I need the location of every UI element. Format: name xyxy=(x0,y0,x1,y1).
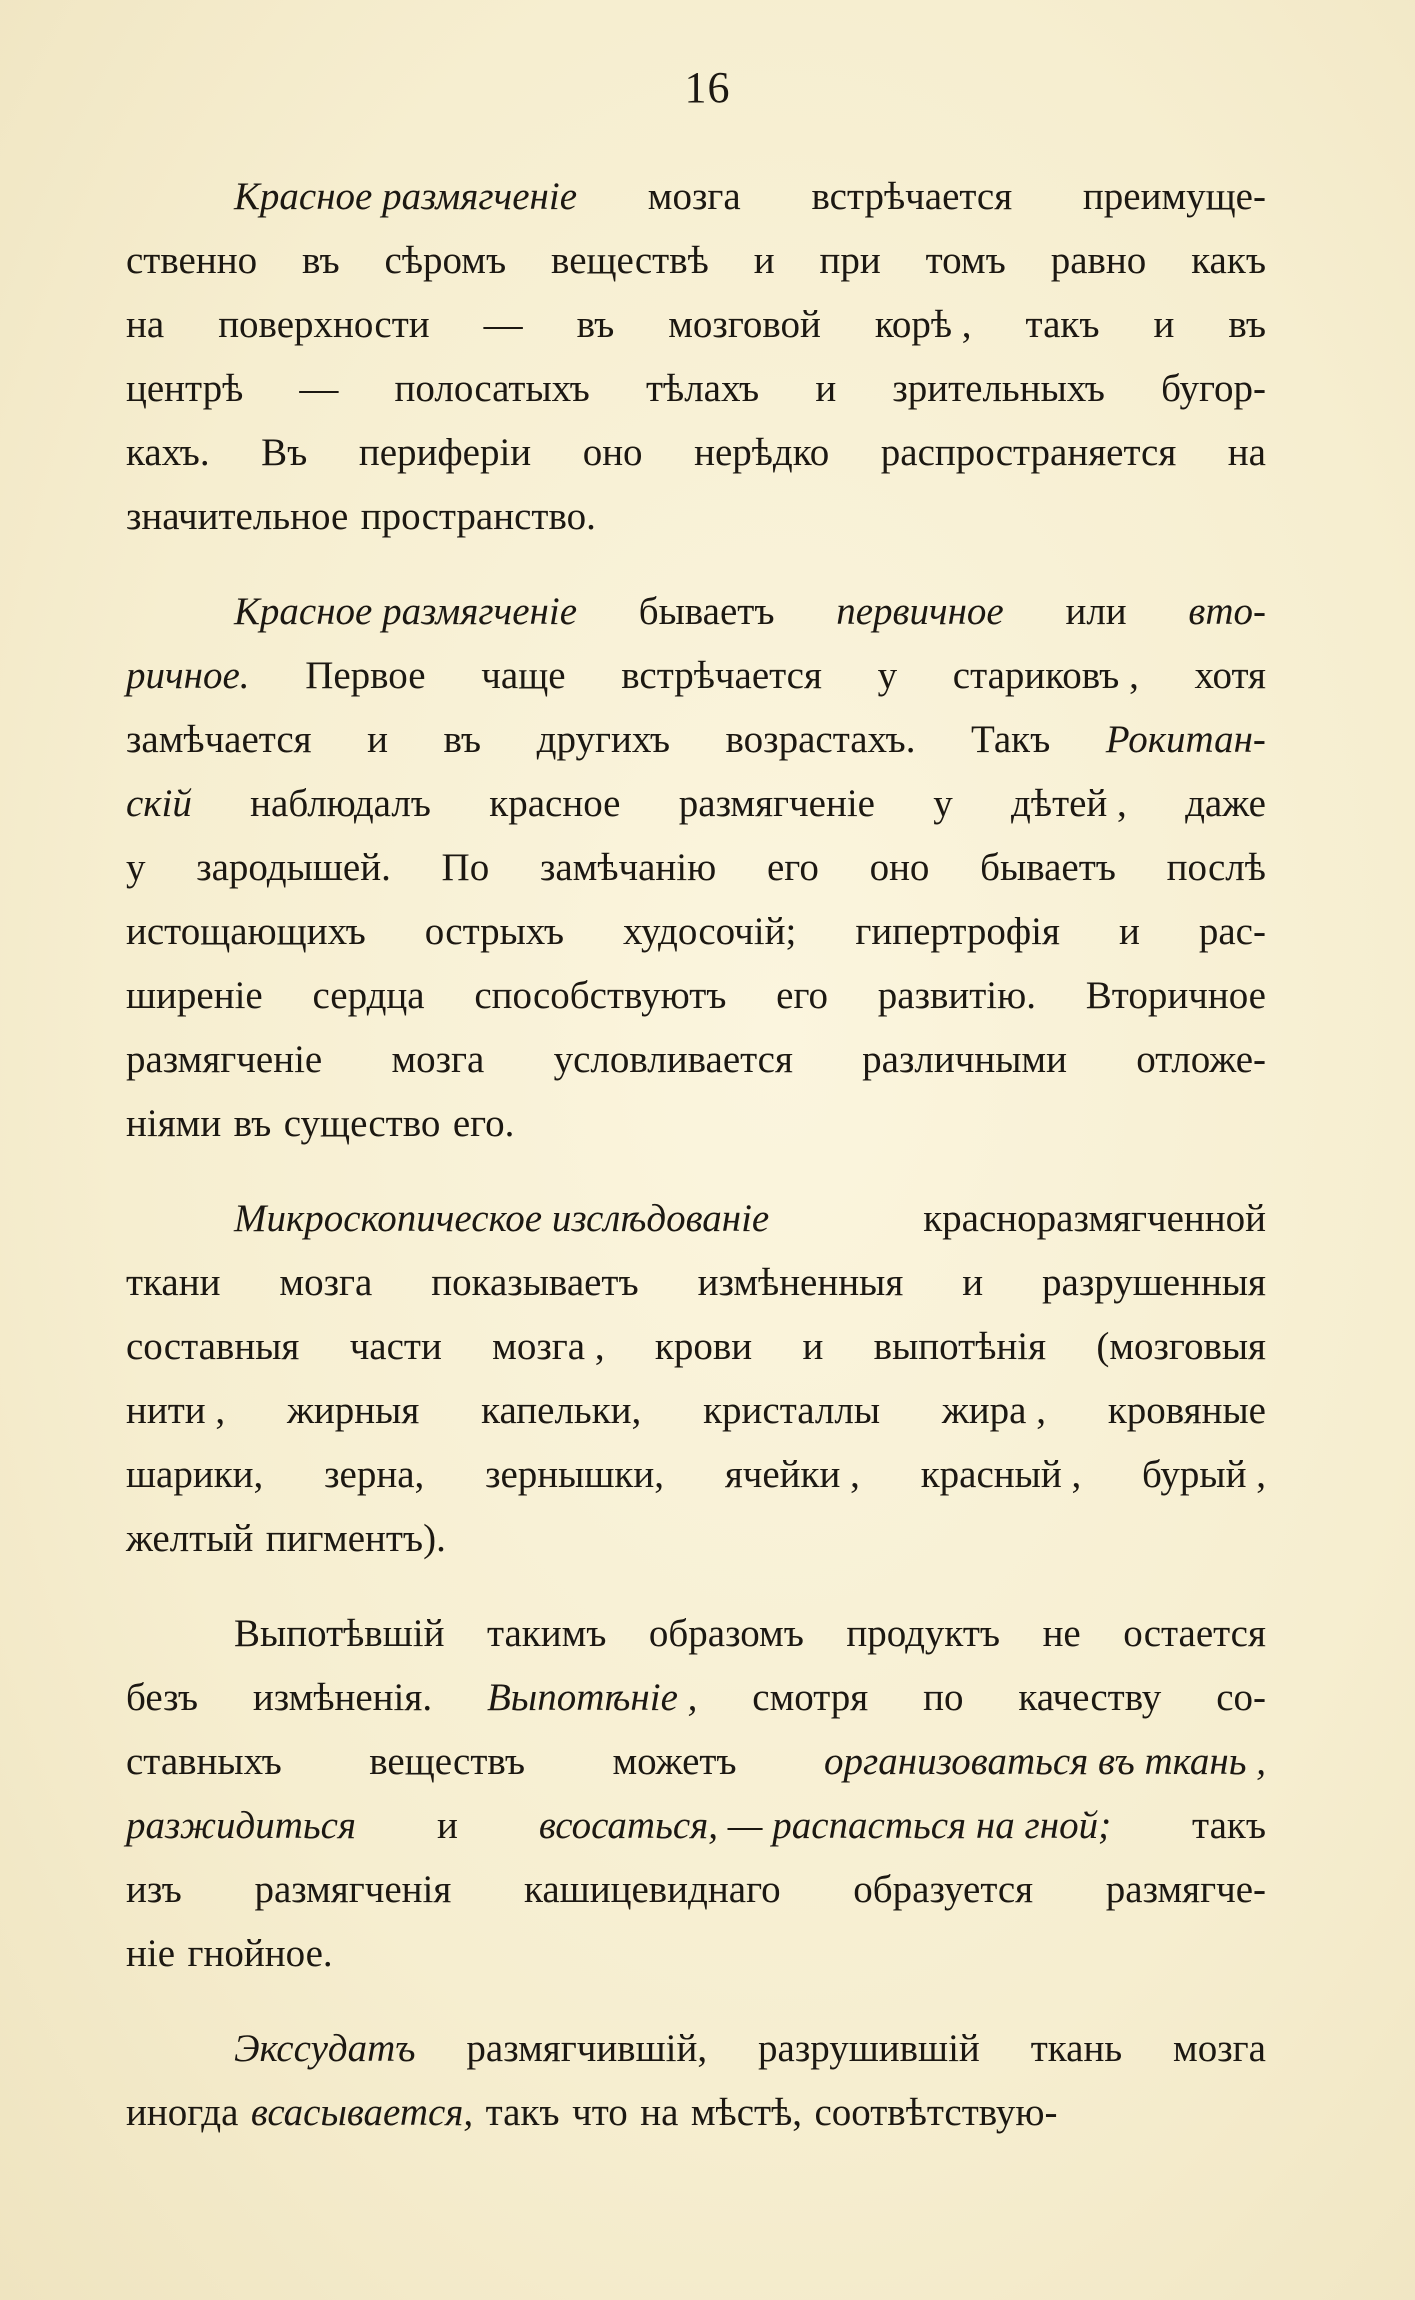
word: въ xyxy=(1228,303,1266,346)
text-line xyxy=(126,1028,1266,1092)
italic-word: первичное xyxy=(836,590,1004,633)
text-line xyxy=(126,1187,1266,1251)
text-line xyxy=(126,580,1266,644)
word: Первое xyxy=(305,654,426,697)
paragraph-gap xyxy=(126,549,1266,580)
italic-word: Выпотѣніе , xyxy=(486,1676,698,1719)
word: распространяется xyxy=(880,431,1177,474)
word: жира , xyxy=(941,1389,1046,1432)
word: замѣчанію xyxy=(539,846,717,889)
word: полосатыхъ xyxy=(394,367,590,410)
word: периферіи xyxy=(358,431,532,474)
word: крови xyxy=(654,1325,753,1368)
word: можетъ xyxy=(612,1740,737,1783)
word: разрушенныя xyxy=(1042,1261,1266,1304)
word: на xyxy=(126,303,165,346)
word: продуктъ xyxy=(846,1612,1001,1655)
word: чаще xyxy=(481,654,566,697)
word: даже xyxy=(1185,782,1266,825)
word: отложе- xyxy=(1136,1038,1266,1081)
word: кровяные xyxy=(1107,1389,1266,1432)
word: кахъ. xyxy=(126,431,210,474)
word: тѣлахъ xyxy=(645,367,760,410)
word: сѣромъ xyxy=(384,239,507,282)
text-line xyxy=(126,229,1266,293)
italic-word: скій xyxy=(126,782,192,825)
word: веществѣ xyxy=(551,239,709,282)
word: безъ xyxy=(126,1676,199,1719)
word: ственно xyxy=(126,239,258,282)
word: худосочій; xyxy=(623,910,797,953)
word: мозга xyxy=(391,1038,485,1081)
word: значительное xyxy=(126,495,349,538)
word: измѣненныя xyxy=(697,1261,904,1304)
word: и xyxy=(815,367,837,410)
word: въ xyxy=(233,1102,272,1145)
word: гипертрофія xyxy=(855,910,1060,953)
word: и xyxy=(1153,303,1175,346)
text-line xyxy=(126,836,1266,900)
word: хотя xyxy=(1194,654,1266,697)
word: (мозговыя xyxy=(1096,1325,1266,1368)
word: части xyxy=(349,1325,442,1368)
word: корѣ , xyxy=(874,303,972,346)
word: показываетъ xyxy=(431,1261,639,1304)
text-line xyxy=(126,1602,1266,1666)
word: шарики, xyxy=(126,1453,264,1496)
text-line xyxy=(126,2081,1266,2145)
word: бугор- xyxy=(1161,367,1266,410)
word: условливается xyxy=(553,1038,793,1081)
word: мозга xyxy=(647,175,741,218)
text-line xyxy=(126,1858,1266,1922)
italic-word: Микроскопическое изслѣдованіе xyxy=(234,1197,770,1240)
page-number: 16 xyxy=(684,63,731,112)
text-line xyxy=(126,1443,1266,1507)
word: и xyxy=(367,718,388,761)
word: томъ xyxy=(925,239,1006,282)
word: и xyxy=(753,239,775,282)
word: развитію. xyxy=(877,974,1037,1017)
word: образуется xyxy=(853,1868,1034,1911)
word: такъ xyxy=(485,2091,560,2134)
word: преимуще- xyxy=(1082,175,1266,218)
word: измѣненія. xyxy=(252,1676,433,1719)
italic-word: разжидиться xyxy=(126,1804,357,1847)
word: встрѣчается xyxy=(621,654,822,697)
word: по xyxy=(923,1676,964,1719)
word: истощающихъ xyxy=(126,910,366,953)
word: равно xyxy=(1050,239,1147,282)
word: на xyxy=(640,2091,679,2134)
word: бываетъ xyxy=(638,590,775,633)
word: ніями xyxy=(126,1102,222,1145)
word: красный , xyxy=(920,1453,1082,1496)
text-line xyxy=(126,900,1266,964)
word: и xyxy=(1118,910,1140,953)
word: зерна, xyxy=(324,1453,425,1496)
word: нерѣдко xyxy=(694,431,830,474)
text-line xyxy=(126,1315,1266,1379)
text-line xyxy=(126,421,1266,485)
word: ніе xyxy=(126,1932,176,1975)
word: зародышей. xyxy=(196,846,391,889)
word: остается xyxy=(1123,1612,1266,1655)
text-line xyxy=(126,293,1266,357)
word: ячейки , xyxy=(724,1453,860,1496)
word: изъ xyxy=(126,1868,182,1911)
word: соотвѣтствую- xyxy=(814,2091,1058,2134)
word: По xyxy=(441,846,490,889)
word: такимъ xyxy=(486,1612,607,1655)
word: его xyxy=(767,846,819,889)
word: зернышки, xyxy=(485,1453,664,1496)
word: ткани xyxy=(126,1261,221,1304)
word: существо xyxy=(283,1102,441,1145)
word: на xyxy=(1227,431,1266,474)
word: — xyxy=(299,367,339,410)
word: въ xyxy=(443,718,482,761)
word: капельки, xyxy=(481,1389,642,1432)
text-line xyxy=(126,1666,1266,1730)
text-line xyxy=(126,1251,1266,1315)
word: бываетъ xyxy=(980,846,1116,889)
paragraph-gap xyxy=(126,1156,1266,1187)
word: мозга xyxy=(1173,2027,1266,2070)
word: и xyxy=(802,1325,824,1368)
word: составныя xyxy=(126,1325,300,1368)
italic-word: ричное. xyxy=(126,654,250,697)
word: такъ xyxy=(1025,303,1100,346)
word: въ xyxy=(302,239,340,282)
text-line xyxy=(126,1507,1266,1571)
italic-word: Красное размягченіе xyxy=(234,590,578,633)
word: не xyxy=(1042,1612,1081,1655)
text-line xyxy=(126,964,1266,1028)
text-line xyxy=(126,644,1266,708)
word: дѣтей , xyxy=(1011,782,1127,825)
word: веществъ xyxy=(369,1740,526,1783)
word: ткань xyxy=(1030,2027,1123,2070)
word: острыхъ xyxy=(424,910,564,953)
word: у xyxy=(933,782,953,825)
word: и xyxy=(962,1261,984,1304)
text-line xyxy=(126,1922,1266,1986)
word: размягченіе xyxy=(678,782,875,825)
word: кашицевиднаго xyxy=(524,1868,781,1911)
paragraph-gap xyxy=(126,1986,1266,2017)
word: Такъ xyxy=(970,718,1051,761)
word: пространство. xyxy=(360,495,596,538)
italic-word: всасывается, xyxy=(250,2091,474,2134)
word: качеству xyxy=(1018,1676,1162,1719)
italic-word: Экссудатъ xyxy=(234,2027,416,2070)
paragraph xyxy=(126,2017,1266,2145)
word: гнойное. xyxy=(187,1932,333,1975)
paragraph xyxy=(126,580,1266,1156)
word: бурый , xyxy=(1142,1453,1266,1496)
word: размягчившій, xyxy=(466,2027,708,2070)
word: такъ xyxy=(1192,1804,1266,1847)
word: пигментъ). xyxy=(265,1517,446,1560)
word: кристаллы xyxy=(703,1389,881,1432)
text-line xyxy=(126,2017,1266,2081)
text-line xyxy=(126,1092,1266,1156)
word: ставныхъ xyxy=(126,1740,282,1783)
italic-word: вто- xyxy=(1188,590,1266,633)
text-line xyxy=(126,485,1266,549)
word: мозга xyxy=(279,1261,373,1304)
text-line xyxy=(126,772,1266,836)
text-line xyxy=(126,357,1266,421)
word: способствуютъ xyxy=(474,974,727,1017)
paragraph xyxy=(126,1187,1266,1571)
word: разрушившій xyxy=(758,2027,980,2070)
word: образомъ xyxy=(648,1612,804,1655)
word: оно xyxy=(869,846,930,889)
word: стариковъ , xyxy=(952,654,1139,697)
word: зрительныхъ xyxy=(892,367,1105,410)
word: — xyxy=(483,303,523,346)
text-line xyxy=(126,1730,1266,1794)
word: нити , xyxy=(126,1389,226,1432)
word: въ xyxy=(576,303,615,346)
text-line xyxy=(126,165,1266,229)
word: у xyxy=(126,846,146,889)
word: что xyxy=(572,2091,628,2134)
word: при xyxy=(819,239,881,282)
word: наблюдалъ xyxy=(250,782,431,825)
paragraph-gap xyxy=(126,1571,1266,1602)
word: жирныя xyxy=(286,1389,420,1432)
word: размягченіе xyxy=(126,1038,323,1081)
word: замѣчается xyxy=(126,718,312,761)
body-text xyxy=(126,165,1266,2145)
word: мѣстѣ, xyxy=(690,2091,802,2134)
word: Выпотѣвшій xyxy=(234,1612,445,1655)
word: какъ xyxy=(1191,239,1266,282)
word: у xyxy=(877,654,898,697)
word: желтый xyxy=(126,1517,254,1560)
word: иногда xyxy=(126,2091,239,2134)
paragraph xyxy=(126,1602,1266,1986)
word: послѣ xyxy=(1166,846,1266,889)
word: его xyxy=(776,974,829,1017)
word: другихъ xyxy=(536,718,671,761)
word: выпотѣнія xyxy=(873,1325,1047,1368)
word: и xyxy=(437,1804,458,1847)
italic-word: Красное размягченіе xyxy=(234,175,578,218)
italic-word: всосаться, — распасться на гной; xyxy=(538,1804,1112,1847)
word: размягче- xyxy=(1105,1868,1266,1911)
italic-word: организоваться въ ткань , xyxy=(824,1740,1266,1783)
word: красное xyxy=(489,782,621,825)
word: ширеніе xyxy=(126,974,263,1017)
word: поверхности xyxy=(218,303,430,346)
word: мозговой xyxy=(668,303,821,346)
word: смотря xyxy=(752,1676,869,1719)
word: или xyxy=(1065,590,1127,633)
word: мозга , xyxy=(492,1325,605,1368)
italic-word: Рокитан- xyxy=(1105,718,1266,761)
word: встрѣчается xyxy=(811,175,1013,218)
word: Въ xyxy=(261,431,308,474)
text-line xyxy=(126,1379,1266,1443)
word: рас- xyxy=(1198,910,1266,953)
paragraph xyxy=(126,165,1266,549)
word: его. xyxy=(452,1102,515,1145)
word: различными xyxy=(862,1038,1067,1081)
word: центрѣ xyxy=(126,367,244,410)
text-line xyxy=(126,708,1266,772)
word: оно xyxy=(582,431,643,474)
word: Вторичное xyxy=(1085,974,1266,1017)
word: красноразмягченной xyxy=(923,1197,1266,1240)
word: сердца xyxy=(312,974,425,1017)
text-line xyxy=(126,1794,1266,1858)
word: возрастахъ. xyxy=(725,718,916,761)
word: размягченія xyxy=(254,1868,452,1911)
word: со- xyxy=(1216,1676,1266,1719)
